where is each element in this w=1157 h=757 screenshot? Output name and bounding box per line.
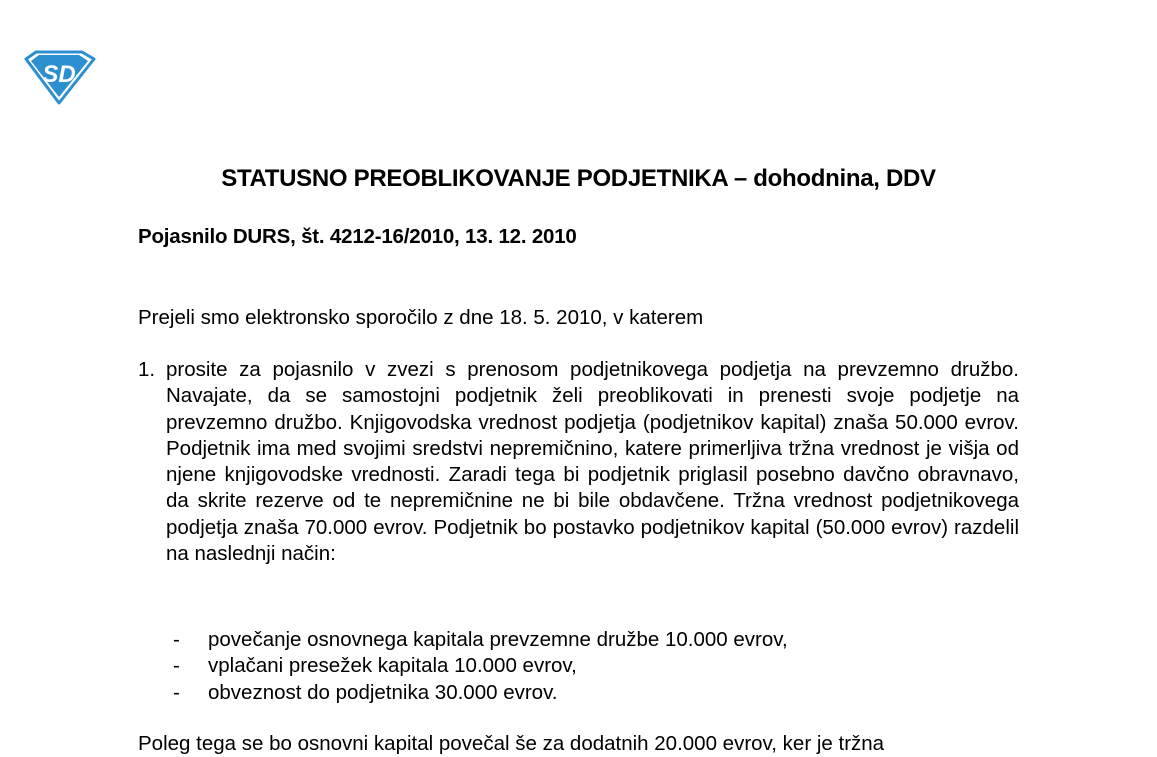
list-item (173, 680, 788, 706)
document-subtitle: Pojasnilo DURS, št. 4212-16/2010, 13. 12. 2010 (138, 225, 577, 248)
list-item-text: obveznost do podjetnika 30.000 evrov. (208, 680, 558, 704)
item-number: 1. (138, 358, 156, 381)
list-item-text: povečanje osnovnega kapitala prevzemne družbe 10.000 evrov, (208, 628, 788, 651)
page-title: STATUSNO PREOBLIKOVANJE PODJETNIKA – dohodnina, DDV (221, 165, 936, 192)
list-dash: - (173, 654, 180, 678)
numbered-item (138, 357, 1019, 567)
list-dash: - (173, 628, 180, 651)
list-item (173, 653, 788, 679)
list-dash: - (173, 680, 180, 704)
item-text: prosite za pojasnilo v zvezi s prenosom podjetnikovega podjetja na prevzemno družbo. Navajate, da se samostojni podjetnik želi preoblikovati in prenesti svoje podjetje na prevzemno družbo. Knjigovodska vrednost podjetja (podjetnikov kapital) znaša 50.000 evrov. Podjetnik ima med svojimi sredstvi nepremičnino, katere primerljiva tržna vrednost je višja od njene knjigovodske vrednosti. Zaradi tega bi podjetnik priglasil posebno davčno obravnavo, da skrite rezerve od te nepremičnine ne bi bile obdavčene. Tržna vrednost podjetnikovega podjetja znaša 70.000 evrov. Podjetnik bo postavko podjetnikov kapital (50.000 evrov) razdelil na naslednji način: (166, 358, 1019, 566)
company-logo (22, 50, 96, 104)
logo-emblem-icon (22, 50, 96, 104)
list-item (173, 627, 788, 653)
intro-paragraph: Prejeli smo elektronsko sporočilo z dne 18. 5. 2010, v katerem (138, 306, 704, 329)
continuation-paragraph: Poleg tega se bo osnovni kapital povečal še za dodatnih 20.000 evrov, ker je tržna (138, 732, 885, 755)
list-item-text: vplačani presežek kapitala 10.000 evrov, (208, 654, 577, 678)
dash-list (173, 627, 788, 706)
logo-monogram: SD (42, 61, 76, 88)
